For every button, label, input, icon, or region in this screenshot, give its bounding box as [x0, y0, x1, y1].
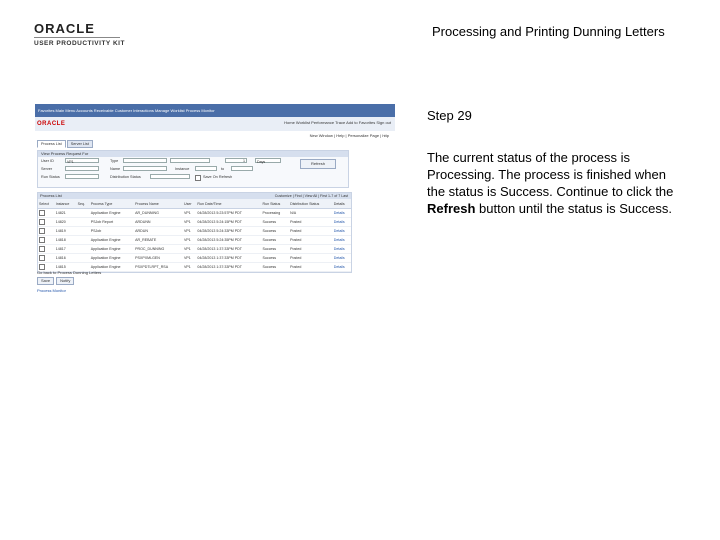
- server-label: Server: [41, 167, 53, 171]
- logo-subtext: USER PRODUCTIVITY KIT: [34, 40, 125, 47]
- instruction-part1: The current status of the process is Processing. The process is finished when the status is Success. Continue to click the: [427, 150, 674, 199]
- cell-instance: 14821: [55, 209, 77, 218]
- table-row: [38, 227, 351, 236]
- process-list: [37, 192, 352, 273]
- row-select-cell: [38, 254, 55, 263]
- page-title: Processing and Printing Dunning Letters: [432, 24, 665, 39]
- logo-divider: [34, 37, 120, 38]
- cell-process-name: AR_REBATE: [134, 236, 183, 245]
- instruction-part2: button until the status is Success.: [475, 201, 672, 216]
- app-brand-bar: [35, 117, 395, 131]
- cell-details[interactable]: Details: [333, 254, 351, 263]
- cell-distribution-status: Posted: [289, 227, 333, 236]
- cell-user: VP1: [183, 218, 196, 227]
- cell-run-status: Success: [262, 254, 290, 263]
- col-distribution-status[interactable]: Distribution Status: [289, 199, 333, 209]
- instruction-bold: Refresh: [427, 201, 476, 216]
- cell-instance: 14818: [55, 236, 77, 245]
- app-oracle-logo: ORACLE: [37, 121, 66, 127]
- instance-to-input[interactable]: [231, 166, 253, 171]
- cell-user: VP1: [183, 236, 196, 245]
- cell-seq: [77, 236, 90, 245]
- row-select-checkbox[interactable]: [39, 237, 45, 243]
- instruction-text: [427, 149, 687, 217]
- cell-instance: 14816: [55, 254, 77, 263]
- col-run-date-time[interactable]: Run Date/Time: [196, 199, 261, 209]
- cell-run-date-time: 04/28/2013 1:37:33PM PDT: [196, 263, 261, 272]
- cell-seq: [77, 245, 90, 254]
- cell-user: VP1: [183, 245, 196, 254]
- cell-process-type: Application Engine: [90, 245, 134, 254]
- cell-distribution-status: Posted: [289, 254, 333, 263]
- cell-run-date-time: 04/28/2013 5:24:35PM PDT: [196, 236, 261, 245]
- col-instance[interactable]: Instance: [55, 199, 77, 209]
- server-select[interactable]: [65, 166, 99, 171]
- row-select-checkbox[interactable]: [39, 228, 45, 234]
- days-value: Days: [257, 160, 266, 164]
- col-details[interactable]: Details: [333, 199, 351, 209]
- cell-run-date-time: 04/28/2013 1:37:33PM PDT: [196, 245, 261, 254]
- cell-details[interactable]: Details: [333, 218, 351, 227]
- save-on-refresh-label: Save On Refresh: [203, 175, 233, 179]
- distribution-status-label: Distribution Status: [110, 175, 141, 179]
- process-list-header: [38, 193, 351, 199]
- cell-seq: [77, 209, 90, 218]
- app-nav-bar: [35, 104, 395, 117]
- process-table: [38, 199, 351, 272]
- process-list-nav[interactable]: Customize | Find | View All | First 1-7 of 7 Last: [274, 194, 348, 198]
- cell-seq: [77, 254, 90, 263]
- cell-process-type: Application Engine: [90, 263, 134, 272]
- cell-instance: 14820: [55, 218, 77, 227]
- cell-details[interactable]: Details: [333, 227, 351, 236]
- last-value: 1: [243, 159, 245, 163]
- col-process-type[interactable]: Process Type: [90, 199, 134, 209]
- cell-run-status: Success: [262, 263, 290, 272]
- notify-button[interactable]: Notify: [56, 277, 74, 285]
- cell-process-type: Application Engine: [90, 236, 134, 245]
- save-button[interactable]: Save: [37, 277, 54, 285]
- cell-distribution-status: Posted: [289, 263, 333, 272]
- cell-details[interactable]: Details: [333, 209, 351, 218]
- table-row: [38, 218, 351, 227]
- cell-process-type: PSJob Report: [90, 218, 134, 227]
- cell-user: VP1: [183, 254, 196, 263]
- instance-label: Instance: [175, 167, 190, 171]
- col-process-name[interactable]: Process Name: [134, 199, 183, 209]
- type-label: Type: [110, 159, 119, 163]
- run-status-select[interactable]: [65, 174, 99, 179]
- cell-distribution-status: Posted: [289, 245, 333, 254]
- cell-process-type: Application Engine: [90, 254, 134, 263]
- cell-details[interactable]: Details: [333, 236, 351, 245]
- last-value-input[interactable]: [225, 158, 247, 163]
- table-row: [38, 254, 351, 263]
- run-status-label: Run Status: [41, 175, 60, 179]
- cell-details[interactable]: Details: [333, 245, 351, 254]
- logo-text: ORACLE: [34, 21, 95, 36]
- cell-run-date-time: 04/28/2013 5:24:15PM PDT: [196, 218, 261, 227]
- app-tabs: [37, 140, 93, 148]
- row-select-cell: [38, 236, 55, 245]
- cell-user: VP1: [183, 263, 196, 272]
- cell-user: VP1: [183, 209, 196, 218]
- col-seq[interactable]: Seq.: [77, 199, 90, 209]
- table-row: [38, 236, 351, 245]
- distribution-status-select[interactable]: [150, 174, 190, 179]
- table-row: [38, 209, 351, 218]
- app-utility-links[interactable]: New Window | Help | Personalize Page | http: [309, 133, 389, 138]
- refresh-button[interactable]: Refresh: [300, 159, 336, 169]
- tab-process-list[interactable]: Process List: [37, 140, 66, 148]
- name-label: Name: [110, 167, 121, 171]
- cell-process-name: PSXPDTLRPT_RSA: [134, 263, 183, 272]
- type-select[interactable]: [123, 158, 167, 163]
- tab-server-list[interactable]: Server List: [67, 140, 93, 148]
- step-label: Step 29: [427, 108, 472, 123]
- cell-instance: 14817: [55, 245, 77, 254]
- days-select[interactable]: [255, 158, 281, 163]
- filter-panel-title: View Process Request For: [38, 151, 348, 157]
- table-row: [38, 245, 351, 254]
- action-buttons: [37, 277, 74, 285]
- instance-from-input[interactable]: [195, 166, 217, 171]
- cell-instance: 14819: [55, 227, 77, 236]
- back-link[interactable]: Go back to Process Dunning Letters: [37, 270, 102, 275]
- name-input[interactable]: [123, 166, 167, 171]
- cell-process-name: PSXPXMLGEN: [134, 254, 183, 263]
- cell-process-type: Application Engine: [90, 209, 134, 218]
- instance-to-label: to: [221, 167, 225, 171]
- last-select[interactable]: [170, 158, 210, 163]
- process-table-header-row: [38, 199, 351, 209]
- cell-run-status: Success: [262, 236, 290, 245]
- cell-run-date-time: 04/28/2013 5:23:57PM PDT: [196, 209, 261, 218]
- oracle-upk-logo: [34, 22, 134, 47]
- row-select-checkbox[interactable]: [39, 255, 45, 261]
- save-on-refresh-checkbox[interactable]: [195, 175, 201, 181]
- cell-run-status: Success: [262, 218, 290, 227]
- app-nav-links[interactable]: Favorites Main Menu Accounts Receivable Customer Interactions Manage Worklist Process Monitor: [38, 108, 215, 113]
- cell-process-name: PROC_DUNNING: [134, 245, 183, 254]
- application-screenshot: [35, 104, 395, 294]
- user-id-input[interactable]: [65, 158, 99, 163]
- app-header-links[interactable]: Home Worklist Performance Trace Add to Favorites Sign out: [284, 120, 391, 125]
- cell-distribution-status: Posted: [289, 218, 333, 227]
- cell-process-type: PSJob: [90, 227, 134, 236]
- row-select-checkbox[interactable]: [39, 219, 45, 225]
- cell-run-status: Success: [262, 245, 290, 254]
- process-list-title: Process List: [40, 193, 62, 198]
- user-id-value: VP1: [67, 160, 74, 164]
- cell-process-name: ARDUNN: [134, 218, 183, 227]
- row-select-cell: [38, 209, 55, 218]
- cell-process-name: AR_DUNNING: [134, 209, 183, 218]
- row-select-checkbox[interactable]: [39, 210, 45, 216]
- row-select-cell: [38, 218, 55, 227]
- cell-process-name: ARDUN: [134, 227, 183, 236]
- cell-instance: 14815: [55, 263, 77, 272]
- col-run-status[interactable]: Run Status: [262, 199, 290, 209]
- cell-run-date-time: 04/28/2013 1:37:33PM PDT: [196, 254, 261, 263]
- cell-seq: [77, 218, 90, 227]
- cell-seq: [77, 227, 90, 236]
- row-select-checkbox[interactable]: [39, 264, 45, 270]
- row-select-cell: [38, 227, 55, 236]
- cell-distribution-status: Posted: [289, 236, 333, 245]
- row-select-checkbox[interactable]: [39, 246, 45, 252]
- user-id-label: User ID: [41, 159, 54, 163]
- col-select[interactable]: Select: [38, 199, 55, 209]
- row-select-cell: [38, 245, 55, 254]
- cell-run-date-time: 04/28/2013 5:24:33PM PDT: [196, 227, 261, 236]
- cell-run-status: Processing: [262, 209, 290, 218]
- col-user[interactable]: User: [183, 199, 196, 209]
- cell-user: VP1: [183, 227, 196, 236]
- cell-details[interactable]: Details: [333, 263, 351, 272]
- cell-distribution-status: N/A: [289, 209, 333, 218]
- cell-run-status: Success: [262, 227, 290, 236]
- process-monitor-link[interactable]: Process Monitor: [37, 288, 66, 293]
